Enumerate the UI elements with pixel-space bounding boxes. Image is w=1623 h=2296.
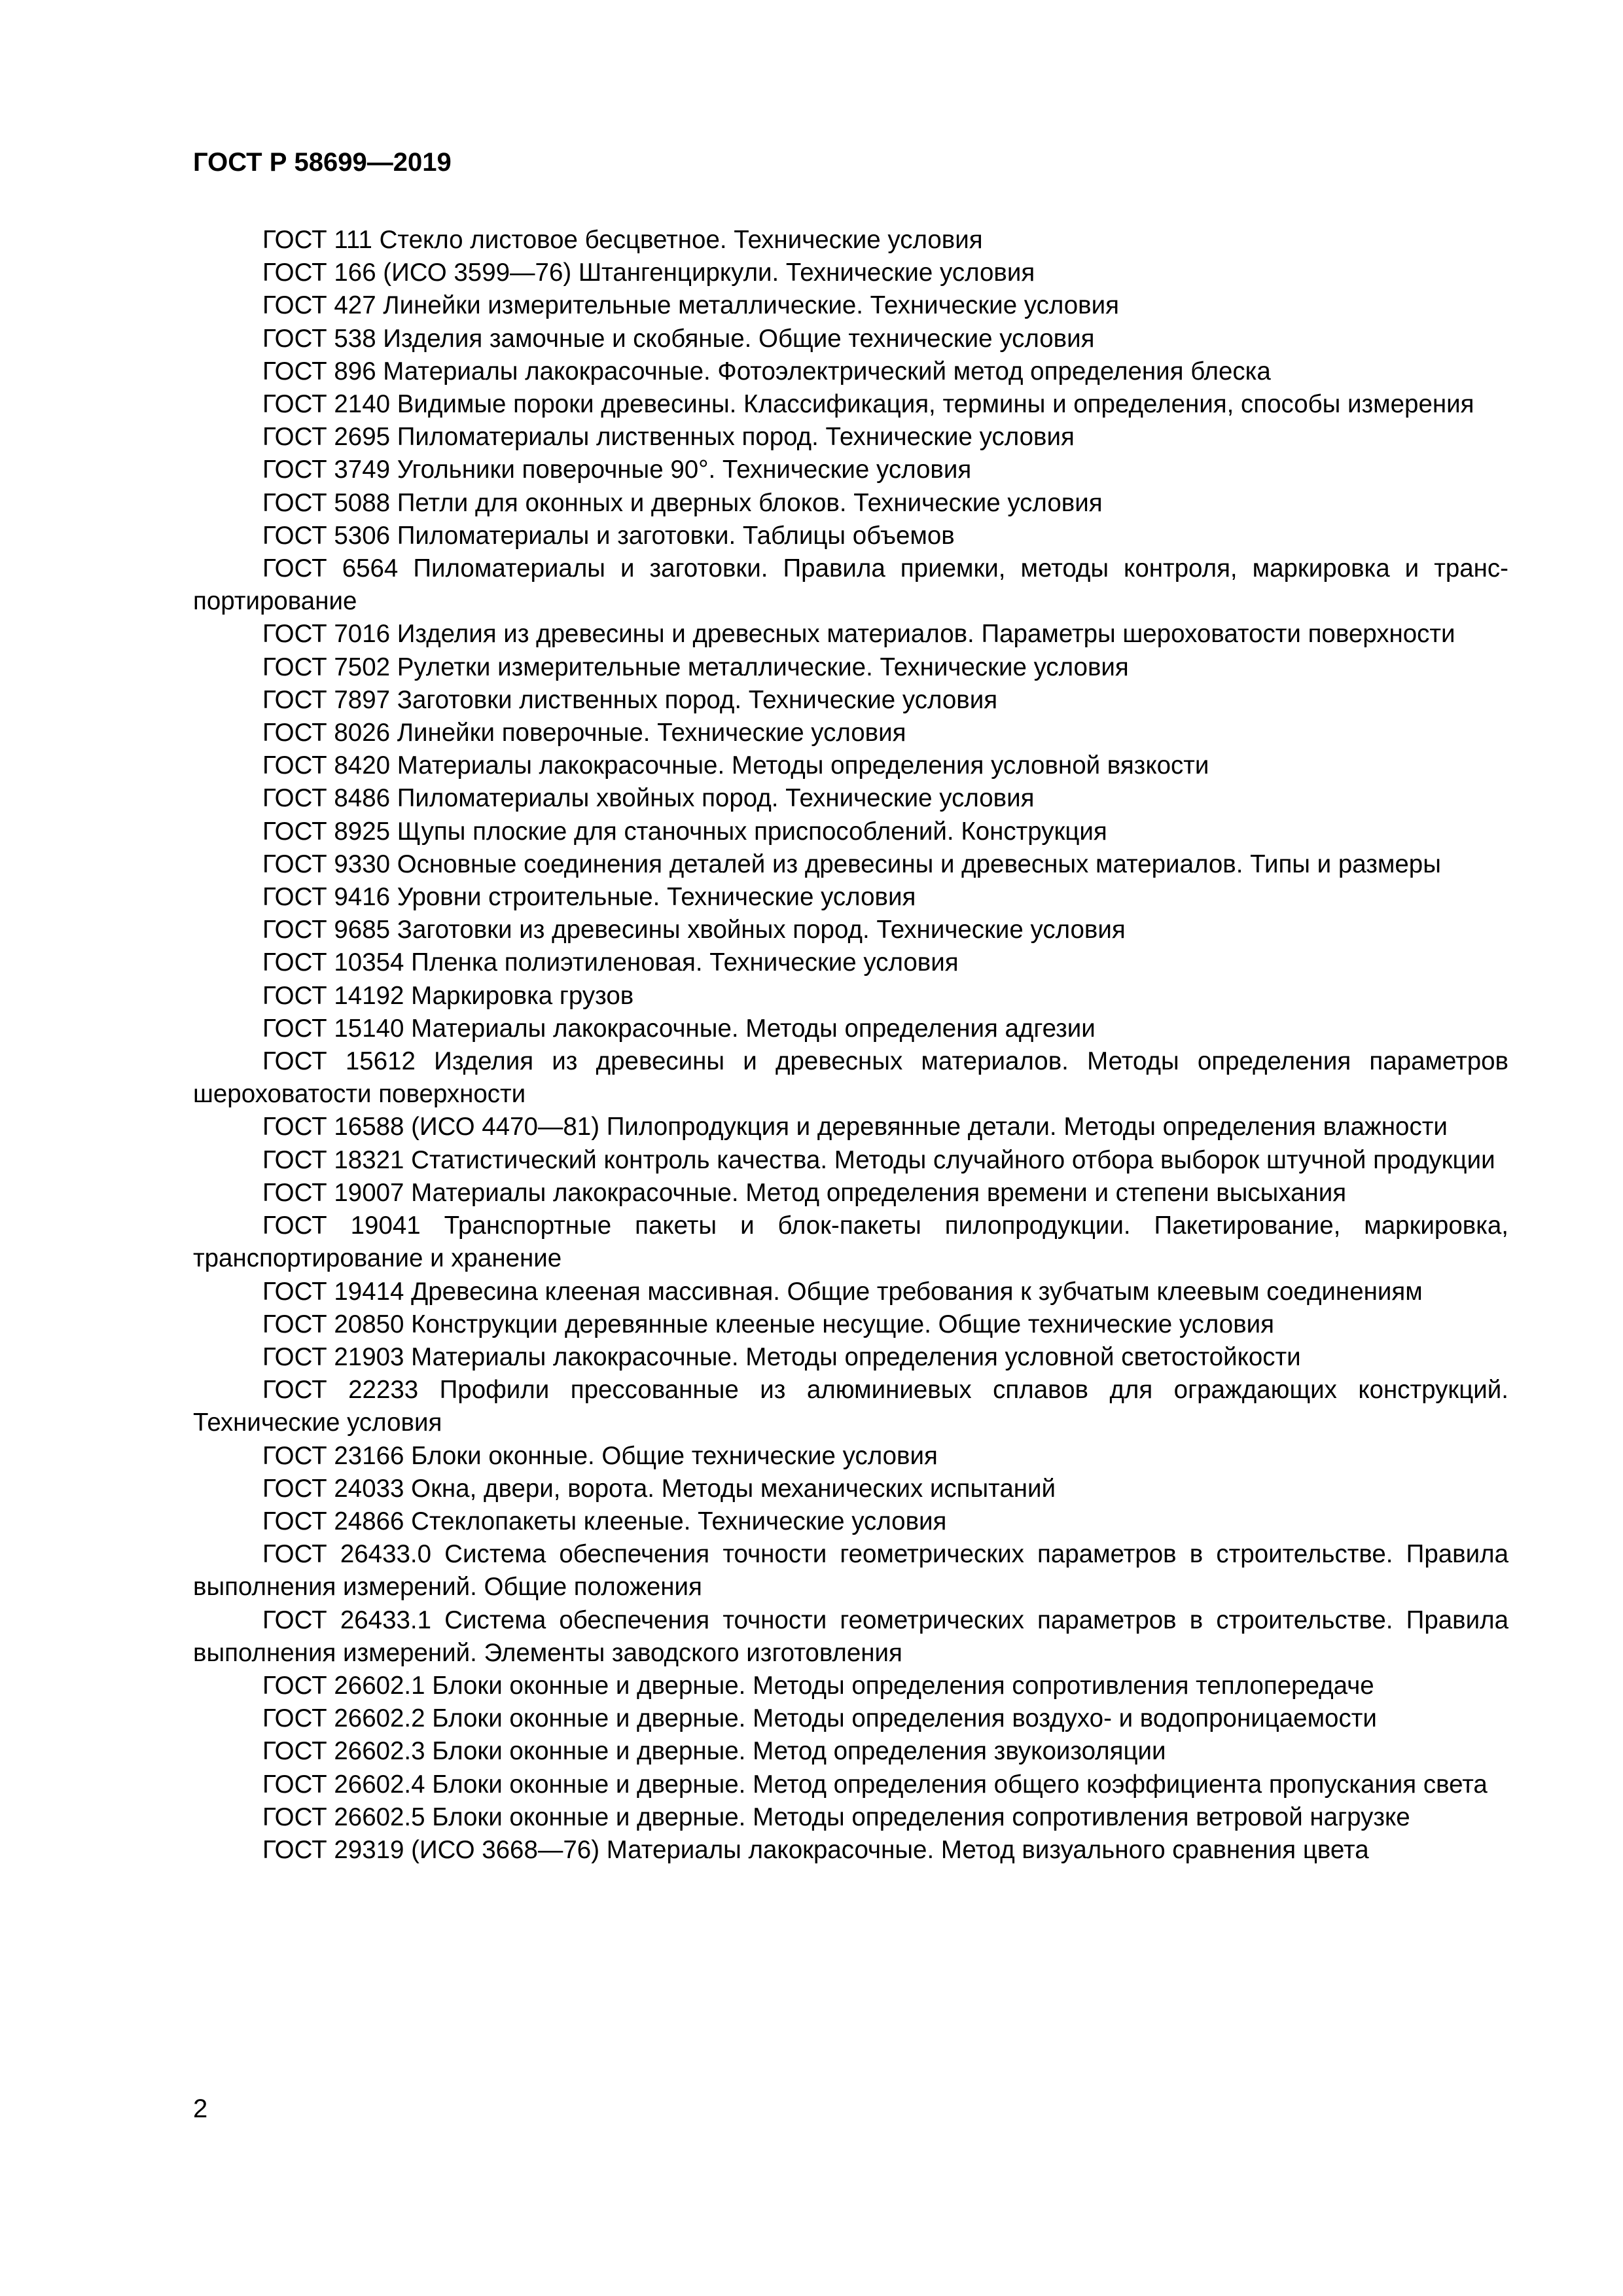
reference-item: ГОСТ 10354 Пленка полиэтиленовая. Технические условия — [262, 948, 959, 977]
document-header: ГОСТ Р 58699—2019 — [193, 148, 452, 177]
reference-item: ГОСТ 26602.3 Блоки оконные и дверные. Метод определения звукоизоляции — [262, 1737, 1166, 1766]
reference-item: ГОСТ 19007 Материалы лакокрасочные. Метод определения времени и степени высыхания — [262, 1178, 1347, 1207]
reference-item: ГОСТ 5088 Петли для оконных и дверных блоков. Технические условия — [262, 488, 1103, 517]
reference-item: ГОСТ 111 Стекло листовое бесцветное. Технические условия — [262, 226, 983, 254]
normative-references-list — [193, 224, 1508, 1867]
reference-item: ГОСТ 8026 Линейки поверочные. Технические условия — [262, 719, 906, 747]
reference-item: ГОСТ 14192 Маркировка грузов — [262, 981, 634, 1010]
reference-item: ГОСТ 9685 Заготовки из древесины хвойных пород. Технические условия — [262, 916, 1126, 944]
reference-item: ГОСТ 26433.1 Система обеспечения точности геометрических параметров в строительстве. Правила выполнения измерений. Элементы заводского изготовления — [193, 1605, 1508, 1667]
reference-item: ГОСТ 8420 Материалы лакокрасочные. Методы определения условной вязкости — [262, 751, 1209, 780]
reference-item: ГОСТ 16588 (ИСО 4470—81) Пилопродукция и деревянные детали. Методы определения влажности — [262, 1113, 1448, 1141]
reference-item: ГОСТ 9330 Основные соединения деталей из древесины и древесных материалов. Типы и размеры — [262, 850, 1441, 878]
reference-item: ГОСТ 7897 Заготовки лиственных пород. Технические условия — [262, 685, 998, 714]
reference-item: ГОСТ 538 Изделия замочные и скобяные. Общие технические условия — [262, 324, 1095, 353]
reference-item: ГОСТ 23166 Блоки оконные. Общие технические условия — [262, 1441, 938, 1470]
reference-item: ГОСТ 3749 Угольники поверочные 90°. Технические условия — [262, 456, 972, 484]
reference-item: ГОСТ 19041 Транспортные пакеты и блок-пакеты пилопродукции. Пакетирование, маркировка, транспортирование и хранение — [193, 1211, 1508, 1273]
reference-item: ГОСТ 2140 Видимые пороки древесины. Классификация, термины и определения, способы измерения — [262, 390, 1474, 419]
reference-item: ГОСТ 26602.2 Блоки оконные и дверные. Методы определения воздухо- и водопроницаемости — [262, 1704, 1377, 1733]
reference-item: ГОСТ 5306 Пиломатериалы и заготовки. Таблицы объемов — [262, 521, 955, 550]
page-number: 2 — [193, 2094, 208, 2123]
reference-item: ГОСТ 7502 Рулетки измерительные металлические. Технические условия — [262, 653, 1129, 681]
reference-item: ГОСТ 427 Линейки измерительные металлические. Технические условия — [262, 291, 1119, 320]
reference-item: ГОСТ 21903 Материалы лакокрасочные. Методы определения условной светостойкости — [262, 1342, 1301, 1371]
reference-item: ГОСТ 896 Материалы лакокрасочные. Фотоэлектрический метод определения блеска — [262, 357, 1271, 386]
reference-item: ГОСТ 19414 Древесина клееная массивная. Общие требования к зубчатым клеевым соединениям — [262, 1277, 1423, 1306]
reference-item: ГОСТ 8486 Пиломатериалы хвойных пород. Технические условия — [262, 784, 1035, 813]
reference-item: ГОСТ 26433.0 Система обеспечения точности геометрических параметров в строительстве. Правила выполнения измерений. Общие положения — [193, 1540, 1508, 1602]
reference-item: ГОСТ 15140 Материалы лакокрасочные. Методы определения адгезии — [262, 1014, 1096, 1043]
reference-item: ГОСТ 7016 Изделия из древесины и древесных материалов. Параметры шероховатости поверхности — [262, 620, 1455, 649]
reference-item: ГОСТ 18321 Статистический контроль качества. Методы случайного отбора выборок штучной продукции — [262, 1145, 1495, 1174]
reference-item: ГОСТ 166 (ИСО 3599—76) Штангенциркули. Технические условия — [262, 259, 1035, 287]
reference-item: ГОСТ 22233 Профили прессованные из алюминиевых сплавов для ограждающих конструкций. Технические условия — [193, 1376, 1508, 1437]
reference-item: ГОСТ 15612 Изделия из древесины и древесных материалов. Методы определения параметров шероховатости поверхности — [193, 1047, 1508, 1109]
reference-item: ГОСТ 20850 Конструкции деревянные клееные несущие. Общие технические условия — [262, 1310, 1275, 1338]
reference-item: ГОСТ 8925 Щупы плоские для станочных приспособлений. Конструкция — [262, 817, 1107, 846]
reference-item: ГОСТ 24033 Окна, двери, ворота. Методы механических испытаний — [262, 1474, 1056, 1503]
reference-item: ГОСТ 9416 Уровни строительные. Технические условия — [262, 883, 916, 912]
reference-item: ГОСТ 6564 Пиломатериалы и заготовки. Правила приемки, методы контроля, маркировка и транспортирование — [193, 554, 1508, 616]
reference-item: ГОСТ 26602.4 Блоки оконные и дверные. Метод определения общего коэффициента пропускания света — [262, 1770, 1488, 1799]
reference-item: ГОСТ 24866 Стеклопакеты клееные. Технические условия — [262, 1507, 947, 1535]
reference-item: ГОСТ 26602.1 Блоки оконные и дверные. Методы определения сопротивления теплопередаче — [262, 1671, 1374, 1700]
reference-item: ГОСТ 29319 (ИСО 3668—76) Материалы лакокрасочные. Метод визуального сравнения цвета — [262, 1835, 1369, 1864]
reference-item: ГОСТ 26602.5 Блоки оконные и дверные. Методы определения сопротивления ветровой нагрузке — [262, 1803, 1410, 1831]
reference-item: ГОСТ 2695 Пиломатериалы лиственных пород. Технические условия — [262, 423, 1075, 452]
